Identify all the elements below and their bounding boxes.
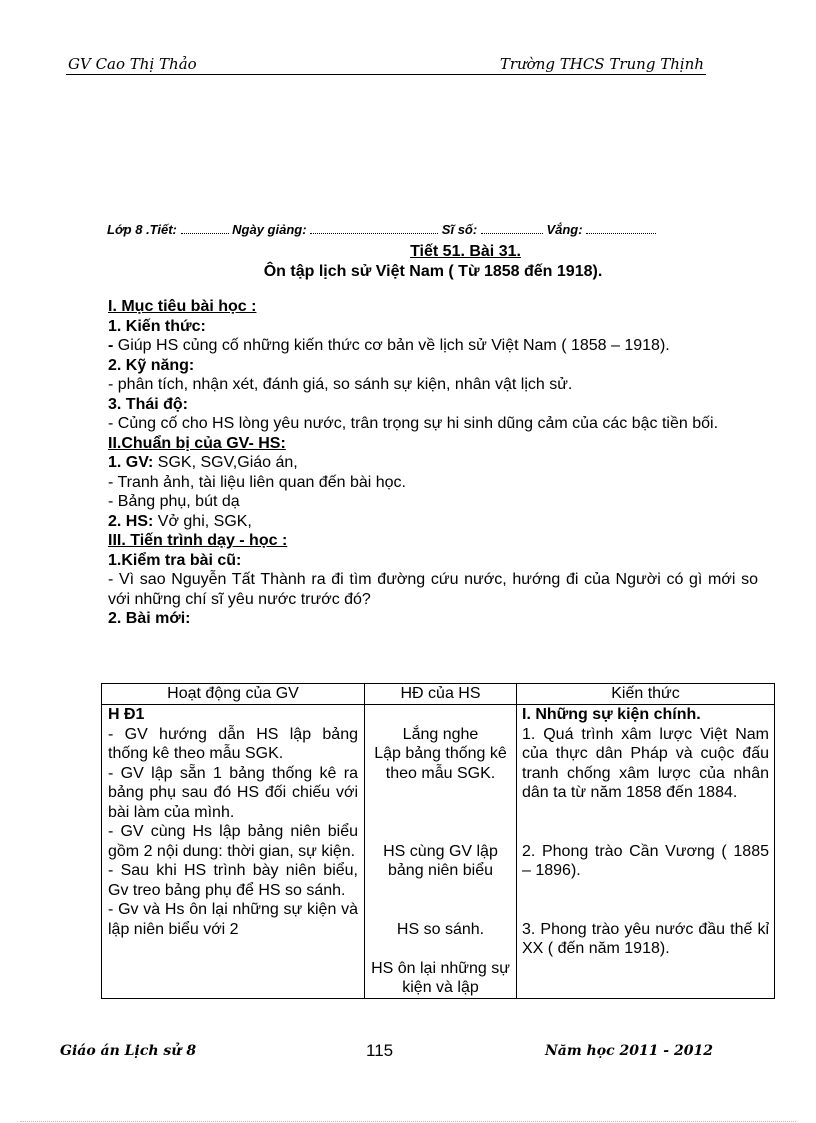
knowledge-text: - Giúp HS củng cố những kiến thức cơ bản về lịch sử Việt Nam ( 1858 – 1918).	[108, 337, 670, 354]
spacer	[367, 881, 514, 920]
absent-blank	[586, 223, 656, 234]
hs-step: HS so sánh.	[396, 920, 485, 938]
col-header-hs: HĐ của HS	[365, 684, 517, 705]
attendance-label: Sĩ số:	[441, 222, 478, 237]
page-bottom-rule	[20, 1121, 796, 1122]
knowledge-heading: 1. Kiến thức:	[108, 317, 206, 335]
hs-step: Lắng nghe	[402, 725, 479, 743]
date-label: Ngày giảng:	[232, 222, 307, 237]
gv-prep: 1. GV: SGK, SGV,Giáo án,	[108, 454, 298, 471]
table-header-row	[102, 684, 775, 705]
hs-step: HS ôn lại những sự kiện và lập	[371, 959, 510, 996]
gv-prep-item: - Tranh ảnh, tài liệu liên quan đến bài học.	[108, 473, 406, 491]
activity-table	[101, 683, 775, 999]
gv-activity-cell	[102, 705, 365, 999]
knowledge-item: 2. Phong trào Cần Vương ( 1885 – 1896).	[522, 842, 769, 879]
spacer	[522, 881, 769, 920]
knowledge-cell	[517, 705, 775, 999]
lesson-number: Tiết 51. Bài 31.	[410, 243, 521, 260]
section-objectives-heading: I. Mục tiêu bài học :	[108, 298, 257, 315]
attendance-blank	[481, 223, 543, 234]
spacer	[522, 803, 769, 842]
class-blank	[181, 223, 229, 234]
teacher-name: GV Cao Thị Thảo	[68, 55, 197, 73]
knowledge-heading: I. Những sự kiện chính.	[522, 706, 701, 723]
page-number: 115	[366, 1041, 394, 1060]
new-lesson-heading: 2. Bài mới:	[108, 610, 191, 627]
knowledge-item: 3. Phong trào yêu nước đầu thế kỉ XX ( đến năm 1918).	[522, 920, 769, 957]
lesson-title: Ôn tập lịch sử Việt Nam ( Từ 1858 đến 1918).	[263, 263, 603, 280]
spacer	[367, 822, 514, 842]
hs-prep: 2. HS: Vở ghi, SGK,	[108, 512, 252, 530]
gv-prep-item: - Bảng phụ, bút dạ	[108, 493, 240, 510]
date-blank	[310, 223, 438, 234]
gv-step: - Gv và Hs ôn lại những sự kiện và lập niên biểu với 2	[108, 901, 358, 938]
section-preparation-heading: II.Chuẩn bị của GV- HS:	[108, 434, 286, 452]
knowledge-item: 1. Quá trình xâm lược Việt Nam của thực dân Pháp và cuộc đấu tranh chống xâm lược của nhân dân ta từ năm 1858 đến 1884.	[522, 725, 769, 801]
gv-step: - GV lập sẵn 1 bảng thống kê ra bảng phụ sau đó HS đối chiếu với bài làm của mình.	[108, 764, 358, 821]
absent-label: Vắng:	[546, 222, 583, 237]
gv-step: - GV cùng Hs lập bảng niên biểu gồm 2 nội dung: thời gian, sự kiện.	[108, 823, 358, 860]
section-process-heading: III. Tiến trình dạy - học :	[108, 532, 288, 549]
spacer	[367, 939, 514, 959]
skills-text: - phân tích, nhận xét, đánh giá, so sánh sự kiện, nhân vật lịch sử.	[108, 376, 573, 393]
attitude-text: - Củng cố cho HS lòng yêu nước, trân trọng sự hi sinh dũng cảm của các bậc tiền bối.	[108, 415, 719, 432]
hs-activity-cell	[365, 705, 517, 999]
table-row	[102, 705, 775, 999]
attitude-heading: 3. Thái độ:	[108, 395, 188, 413]
spacer	[367, 783, 514, 822]
footer-school-year: Năm học 2011 - 2012	[545, 1043, 713, 1059]
col-header-gv: Hoạt động của GV	[102, 684, 365, 705]
review-question: - Vì sao Nguyễn Tất Thành ra đi tìm đường cứu nước, hướng đi của Người có gì mới so với những chí sĩ yêu nước trước đó?	[108, 571, 758, 608]
review-heading: 1.Kiểm tra bài cũ:	[108, 551, 242, 569]
footer-subject: Giáo án Lịch sử 8	[60, 1043, 197, 1059]
lesson-body	[108, 297, 758, 629]
lesson-meta-line	[107, 222, 757, 237]
skills-heading: 2. Kỹ năng:	[108, 356, 195, 374]
page-header	[66, 56, 706, 75]
class-label: Lớp 8 .Tiết:	[107, 222, 177, 237]
col-header-knowledge: Kiến thức	[517, 684, 775, 705]
hs-step: Lập bảng thống kê theo mẫu SGK.	[374, 745, 507, 782]
gv-step: - Sau khi HS trình bày niên biểu, Gv treo bảng phụ để HS so sánh.	[108, 862, 358, 899]
activity-label: H Đ1	[108, 706, 145, 723]
gv-step: - GV hướng dẫn HS lập bảng thống kê theo mẫu SGK.	[108, 725, 358, 762]
spacer	[367, 705, 514, 725]
school-name: Trường THCS Trung Thịnh	[499, 55, 704, 73]
hs-step: HS cùng GV lập bảng niên biểu	[383, 842, 498, 879]
